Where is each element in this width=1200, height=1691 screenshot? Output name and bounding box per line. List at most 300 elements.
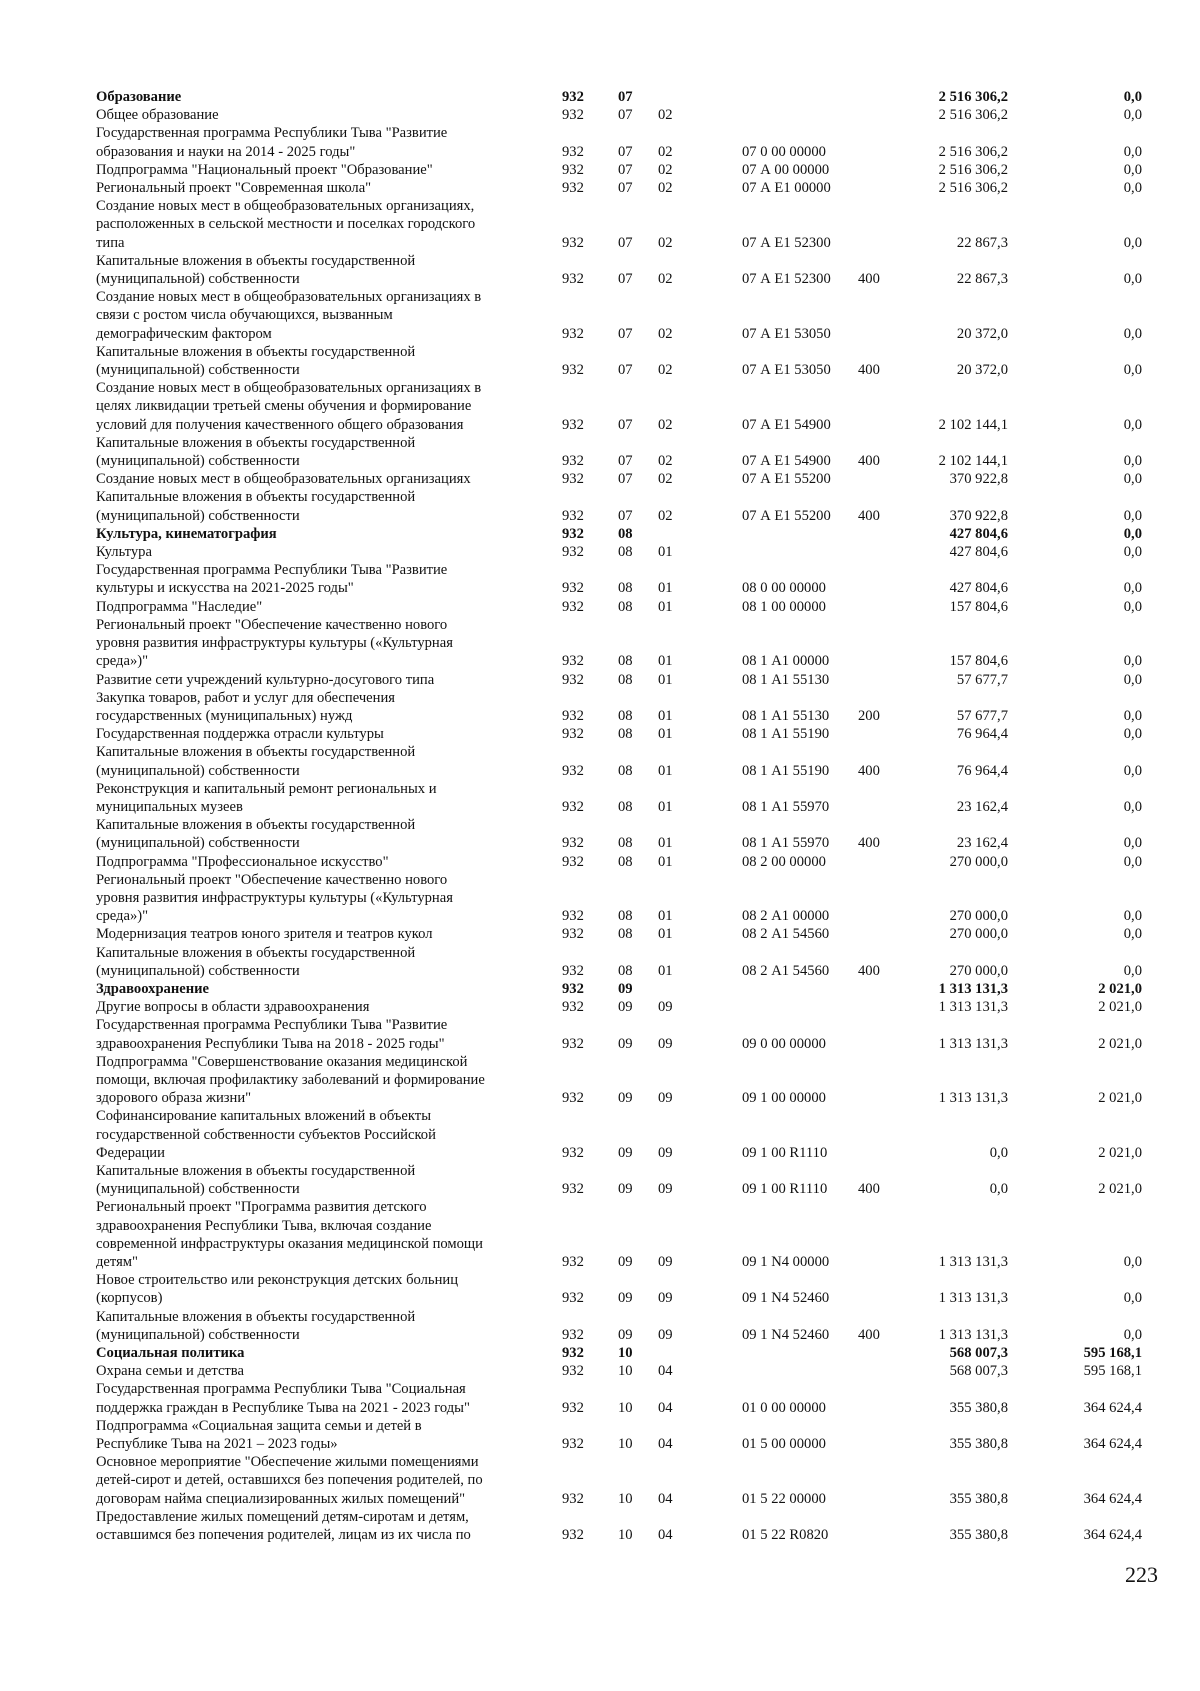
ved-code: 932 bbox=[562, 835, 584, 852]
ved-code: 932 bbox=[562, 1345, 584, 1362]
target-article-code bbox=[742, 525, 858, 543]
amount-year-2: 0,0 bbox=[1123, 908, 1142, 925]
row-name: Модернизация театров юного зрителя и театров кукол bbox=[96, 926, 433, 943]
amount-year-2: 0,0 bbox=[1123, 471, 1142, 488]
row-name: Основное мероприятие "Обеспечение жилыми помещениями детей-сирот и детей, оставшихся без попечения родителей, по договорам найма специализированных жилых помещений" bbox=[96, 1454, 483, 1507]
table-row bbox=[96, 88, 1176, 106]
row-name: Капитальные вложения в объекты государственной (муниципальной) собственности bbox=[96, 434, 416, 470]
amount-year-2: 0,0 bbox=[1123, 416, 1142, 433]
amount-year-2: 0,0 bbox=[1123, 89, 1142, 105]
subsection-code: 02 bbox=[658, 325, 673, 342]
target-article-code bbox=[742, 106, 858, 124]
table-row bbox=[96, 980, 1176, 998]
section-code: 07 bbox=[618, 416, 633, 433]
target-article-code: 09 1 00 R1110 bbox=[742, 1144, 828, 1161]
amount-year-1: 370 922,8 bbox=[949, 471, 1008, 488]
target-article-code: 08 2 А1 54560 bbox=[742, 962, 830, 979]
row-name: Создание новых мест в общеобразовательных организациях, расположенных в сельской местности и поселках городского типа bbox=[96, 198, 476, 251]
table-row bbox=[96, 743, 1176, 779]
expense-type-code bbox=[858, 616, 918, 671]
subsection-code: 09 bbox=[658, 1254, 673, 1270]
target-article-code: 07 А Е1 00000 bbox=[742, 180, 831, 197]
target-article-code: 07 0 00 00000 bbox=[742, 143, 826, 160]
expense-type-code bbox=[858, 980, 918, 998]
amount-year-2: 0,0 bbox=[1123, 671, 1142, 688]
expense-type-code bbox=[858, 1107, 918, 1162]
expense-type-code bbox=[858, 1053, 918, 1108]
target-article-code: 08 2 А1 00000 bbox=[742, 908, 830, 925]
target-article-code: 07 А Е1 55200 bbox=[742, 471, 831, 488]
table-row bbox=[96, 616, 1176, 671]
ved-code: 932 bbox=[562, 362, 584, 379]
amount-year-2: 595 168,1 bbox=[1083, 1363, 1142, 1380]
row-name: Капитальные вложения в объекты государственной (муниципальной) собственности bbox=[96, 1308, 416, 1343]
expense-type-code bbox=[858, 161, 918, 179]
amount-year-1: 57 677,7 bbox=[956, 671, 1008, 688]
ved-code: 932 bbox=[562, 325, 584, 342]
section-code: 08 bbox=[618, 926, 633, 943]
expense-type-code: 400 bbox=[858, 1181, 880, 1198]
target-article-code bbox=[742, 1362, 858, 1380]
ved-code: 932 bbox=[562, 598, 584, 615]
amount-year-1: 1 313 131,3 bbox=[938, 980, 1008, 997]
section-code: 10 bbox=[618, 1345, 633, 1362]
table-row bbox=[96, 689, 1176, 725]
amount-year-2: 0,0 bbox=[1123, 507, 1142, 524]
subsection-code bbox=[658, 980, 742, 998]
target-article-code bbox=[742, 980, 858, 998]
amount-year-1: 270 000,0 bbox=[949, 853, 1008, 870]
target-article-code: 08 1 А1 55130 bbox=[742, 707, 830, 724]
row-name: Региональный проект "Обеспечение качественно нового уровня развития инфраструктуры культуры («Культурная среда»)" bbox=[96, 871, 453, 925]
page-number: 223 bbox=[1125, 1562, 1158, 1587]
row-name: Создание новых мест в общеобразовательных организациях bbox=[96, 471, 471, 488]
target-article-code: 09 1 N4 52460 bbox=[742, 1326, 830, 1343]
target-article-code: 07 А Е1 53050 bbox=[742, 362, 831, 379]
subsection-code: 09 bbox=[658, 999, 673, 1016]
section-code: 09 bbox=[618, 1290, 633, 1307]
row-name: Государственная программа Республики Тыва "Развитие здравоохранения Республики Тыва на 2018 - 2025 годы" bbox=[96, 1017, 448, 1052]
table-row bbox=[96, 853, 1176, 871]
amount-year-2: 0,0 bbox=[1123, 798, 1142, 815]
table-row bbox=[96, 179, 1176, 197]
expense-type-code: 400 bbox=[858, 1326, 880, 1343]
target-article-code bbox=[742, 543, 858, 561]
subsection-code: 04 bbox=[658, 1490, 673, 1507]
amount-year-2: 0,0 bbox=[1123, 726, 1142, 743]
amount-year-1: 0,0 bbox=[989, 1144, 1008, 1161]
row-name: Закупка товаров, работ и услуг для обеспечения государственных (муниципальных) нужд bbox=[96, 689, 395, 724]
ved-code: 932 bbox=[562, 1254, 584, 1270]
amount-year-1: 270 000,0 bbox=[949, 908, 1008, 925]
expense-type-code bbox=[858, 561, 918, 597]
expense-type-code bbox=[858, 1198, 918, 1271]
table-row bbox=[96, 161, 1176, 179]
target-article-code bbox=[742, 88, 858, 106]
section-code: 07 bbox=[618, 362, 633, 379]
amount-year-1: 355 380,8 bbox=[949, 1399, 1008, 1416]
expense-type-code: 400 bbox=[858, 507, 880, 524]
ved-code: 932 bbox=[562, 853, 584, 870]
target-article-code: 07 А Е1 55200 bbox=[742, 507, 831, 524]
expense-type-code: 400 bbox=[858, 362, 880, 379]
amount-year-2: 0,0 bbox=[1123, 762, 1142, 779]
subsection-code: 09 bbox=[658, 1290, 673, 1307]
section-code: 08 bbox=[618, 598, 633, 615]
expense-type-code bbox=[858, 124, 918, 160]
table-row bbox=[96, 1453, 1176, 1508]
subsection-code bbox=[658, 525, 742, 543]
amount-year-2: 2 021,0 bbox=[1098, 1090, 1142, 1107]
row-name: Охрана семьи и детства bbox=[96, 1363, 244, 1380]
amount-year-2: 0,0 bbox=[1123, 143, 1142, 160]
row-name: Подпрограмма "Наследие" bbox=[96, 598, 263, 615]
amount-year-1: 23 162,4 bbox=[956, 835, 1008, 852]
target-article-code bbox=[742, 1344, 858, 1362]
section-code: 08 bbox=[618, 835, 633, 852]
section-code: 08 bbox=[618, 908, 633, 925]
target-article-code bbox=[742, 998, 858, 1016]
section-code: 07 bbox=[618, 143, 633, 160]
amount-year-2: 2 021,0 bbox=[1098, 999, 1142, 1016]
section-code: 07 bbox=[618, 471, 633, 488]
table-row bbox=[96, 488, 1176, 524]
subsection-code: 02 bbox=[658, 234, 673, 251]
amount-year-1: 270 000,0 bbox=[949, 926, 1008, 943]
row-name: Капитальные вложения в объекты государственной (муниципальной) собственности bbox=[96, 252, 416, 288]
section-code: 07 bbox=[618, 107, 633, 124]
section-code: 07 bbox=[618, 89, 633, 105]
subsection-code: 01 bbox=[658, 798, 673, 815]
target-article-code: 09 1 00 R1110 bbox=[742, 1181, 828, 1198]
amount-year-2: 0,0 bbox=[1123, 180, 1142, 197]
amount-year-1: 57 677,7 bbox=[956, 707, 1008, 724]
amount-year-1: 2 102 144,1 bbox=[938, 416, 1008, 433]
amount-year-2: 0,0 bbox=[1123, 234, 1142, 251]
table-row bbox=[96, 106, 1176, 124]
amount-year-1: 22 867,3 bbox=[956, 234, 1008, 251]
section-code: 08 bbox=[618, 671, 633, 688]
amount-year-2: 0,0 bbox=[1123, 271, 1142, 288]
subsection-code: 09 bbox=[658, 1144, 673, 1161]
row-name: Подпрограмма «Социальная защита семьи и детей в Республике Тыва на 2021 – 2023 годы» bbox=[96, 1417, 422, 1453]
amount-year-2: 364 624,4 bbox=[1083, 1399, 1142, 1416]
table-row bbox=[96, 1308, 1176, 1344]
ved-code: 932 bbox=[562, 1527, 584, 1544]
expense-type-code: 400 bbox=[858, 453, 880, 470]
table-row bbox=[96, 725, 1176, 743]
ved-code: 932 bbox=[562, 544, 584, 561]
amount-year-2: 2 021,0 bbox=[1098, 980, 1142, 997]
ved-code: 932 bbox=[562, 143, 584, 160]
amount-year-2: 0,0 bbox=[1123, 1326, 1142, 1343]
ved-code: 932 bbox=[562, 926, 584, 943]
expense-type-code bbox=[858, 780, 918, 816]
subsection-code: 01 bbox=[658, 671, 673, 688]
row-name: Развитие сети учреждений культурно-досугового типа bbox=[96, 671, 435, 688]
row-name: Подпрограмма "Профессиональное искусство" bbox=[96, 853, 389, 870]
ved-code: 932 bbox=[562, 980, 584, 997]
table-row bbox=[96, 197, 1176, 252]
expense-type-code: 400 bbox=[858, 835, 880, 852]
expense-type-code bbox=[858, 525, 918, 543]
amount-year-1: 355 380,8 bbox=[949, 1436, 1008, 1453]
target-article-code: 07 А Е1 53050 bbox=[742, 325, 831, 342]
ved-code: 932 bbox=[562, 161, 584, 178]
row-name: Общее образование bbox=[96, 107, 219, 124]
expense-type-code bbox=[858, 1362, 918, 1380]
amount-year-2: 0,0 bbox=[1123, 325, 1142, 342]
section-code: 08 bbox=[618, 525, 633, 542]
expense-type-code bbox=[858, 1271, 918, 1307]
table-row bbox=[96, 470, 1176, 488]
ved-code: 932 bbox=[562, 107, 584, 124]
section-code: 08 bbox=[618, 962, 633, 979]
subsection-code: 02 bbox=[658, 143, 673, 160]
row-name: Культура bbox=[96, 544, 152, 561]
table-row bbox=[96, 252, 1176, 288]
row-name: Капитальные вложения в объекты государственной (муниципальной) собственности bbox=[96, 343, 416, 379]
ved-code: 932 bbox=[562, 453, 584, 470]
target-article-code: 08 1 А1 55970 bbox=[742, 798, 830, 815]
row-name: Софинансирование капитальных вложений в объекты государственной собственности субъектов Российской Федерации bbox=[96, 1108, 436, 1161]
amount-year-2: 0,0 bbox=[1123, 707, 1142, 724]
subsection-code: 02 bbox=[658, 161, 673, 178]
subsection-code: 01 bbox=[658, 580, 673, 597]
target-article-code: 08 0 00 00000 bbox=[742, 580, 826, 597]
amount-year-1: 20 372,0 bbox=[956, 362, 1008, 379]
expense-type-code bbox=[858, 1508, 918, 1544]
amount-year-1: 2 516 306,2 bbox=[938, 89, 1008, 105]
subsection-code: 04 bbox=[658, 1399, 673, 1416]
table-row bbox=[96, 1380, 1176, 1416]
expense-type-code bbox=[858, 598, 918, 616]
expense-type-code: 200 bbox=[858, 707, 880, 724]
row-name: Новое строительство или реконструкция детских больниц (корпусов) bbox=[96, 1272, 459, 1307]
ved-code: 932 bbox=[562, 671, 584, 688]
amount-year-1: 1 313 131,3 bbox=[938, 1035, 1008, 1052]
amount-year-1: 2 516 306,2 bbox=[938, 107, 1008, 124]
section-code: 09 bbox=[618, 980, 633, 997]
expense-type-code bbox=[858, 1344, 918, 1362]
expense-type-code bbox=[858, 179, 918, 197]
amount-year-2: 364 624,4 bbox=[1083, 1436, 1142, 1453]
amount-year-1: 2 516 306,2 bbox=[938, 161, 1008, 178]
amount-year-1: 22 867,3 bbox=[956, 271, 1008, 288]
ved-code: 932 bbox=[562, 1363, 584, 1380]
table-row bbox=[96, 1344, 1176, 1362]
table-row bbox=[96, 671, 1176, 689]
section-code: 09 bbox=[618, 1090, 633, 1107]
amount-year-2: 0,0 bbox=[1123, 161, 1142, 178]
ved-code: 932 bbox=[562, 798, 584, 815]
amount-year-2: 0,0 bbox=[1123, 1254, 1142, 1270]
amount-year-2: 364 624,4 bbox=[1083, 1490, 1142, 1507]
row-name: Региональный проект "Обеспечение качественно нового уровня развития инфраструктуры культуры («Культурная среда»)" bbox=[96, 616, 453, 670]
amount-year-2: 0,0 bbox=[1123, 598, 1142, 615]
expense-type-code bbox=[858, 1016, 918, 1052]
target-article-code: 08 2 00 00000 bbox=[742, 853, 826, 870]
amount-year-2: 0,0 bbox=[1123, 107, 1142, 124]
row-name: Государственная программа Республики Тыва "Социальная поддержка граждан в Республике Тыва на 2021 - 2023 годы" bbox=[96, 1381, 470, 1416]
section-code: 08 bbox=[618, 580, 633, 597]
subsection-code: 01 bbox=[658, 835, 673, 852]
subsection-code: 01 bbox=[658, 726, 673, 743]
target-article-code: 07 А Е1 52300 bbox=[742, 271, 831, 288]
subsection-code bbox=[658, 88, 742, 106]
subsection-code: 09 bbox=[658, 1181, 673, 1198]
ved-code: 932 bbox=[562, 1290, 584, 1307]
section-code: 08 bbox=[618, 762, 633, 779]
amount-year-1: 2 102 144,1 bbox=[938, 453, 1008, 470]
amount-year-1: 427 804,6 bbox=[949, 525, 1008, 542]
amount-year-2: 0,0 bbox=[1123, 453, 1142, 470]
target-article-code: 01 5 22 00000 bbox=[742, 1490, 826, 1507]
target-article-code: 07 А Е1 54900 bbox=[742, 416, 831, 433]
row-name: Реконструкция и капитальный ремонт региональных и муниципальных музеев bbox=[96, 780, 437, 815]
amount-year-1: 157 804,6 bbox=[949, 653, 1008, 670]
section-code: 09 bbox=[618, 1035, 633, 1052]
subsection-code: 01 bbox=[658, 962, 673, 979]
amount-year-2: 0,0 bbox=[1123, 544, 1142, 561]
target-article-code: 08 1 00 00000 bbox=[742, 598, 826, 615]
expense-type-code bbox=[858, 470, 918, 488]
amount-year-2: 0,0 bbox=[1123, 362, 1142, 379]
expense-type-code bbox=[858, 1453, 918, 1508]
target-article-code: 08 1 А1 55190 bbox=[742, 762, 830, 779]
amount-year-1: 355 380,8 bbox=[949, 1527, 1008, 1544]
ved-code: 932 bbox=[562, 1490, 584, 1507]
target-article-code: 08 1 А1 00000 bbox=[742, 653, 830, 670]
table-row bbox=[96, 1107, 1176, 1162]
section-code: 07 bbox=[618, 453, 633, 470]
subsection-code: 01 bbox=[658, 653, 673, 670]
amount-year-1: 1 313 131,3 bbox=[938, 1290, 1008, 1307]
table-row bbox=[96, 288, 1176, 343]
target-article-code: 08 1 А1 55970 bbox=[742, 835, 830, 852]
amount-year-2: 0,0 bbox=[1123, 580, 1142, 597]
section-code: 10 bbox=[618, 1527, 633, 1544]
subsection-code: 02 bbox=[658, 271, 673, 288]
target-article-code: 08 2 А1 54560 bbox=[742, 926, 830, 943]
amount-year-1: 76 964,4 bbox=[956, 762, 1008, 779]
subsection-code: 02 bbox=[658, 180, 673, 197]
target-article-code: 07 А Е1 52300 bbox=[742, 234, 831, 251]
ved-code: 932 bbox=[562, 707, 584, 724]
amount-year-1: 76 964,4 bbox=[956, 726, 1008, 743]
ved-code: 932 bbox=[562, 1144, 584, 1161]
amount-year-1: 1 313 131,3 bbox=[938, 1254, 1008, 1270]
table-row bbox=[96, 343, 1176, 379]
expense-type-code bbox=[858, 925, 918, 943]
amount-year-2: 595 168,1 bbox=[1083, 1345, 1142, 1362]
subsection-code: 04 bbox=[658, 1436, 673, 1453]
table-row bbox=[96, 1362, 1176, 1380]
budget-rows bbox=[96, 88, 1176, 1544]
section-code: 08 bbox=[618, 798, 633, 815]
section-code: 08 bbox=[618, 853, 633, 870]
section-code: 08 bbox=[618, 726, 633, 743]
table-row bbox=[96, 434, 1176, 470]
table-row bbox=[96, 1417, 1176, 1453]
amount-year-1: 20 372,0 bbox=[956, 325, 1008, 342]
ved-code: 932 bbox=[562, 1399, 584, 1416]
subsection-code: 04 bbox=[658, 1363, 673, 1380]
table-row bbox=[96, 561, 1176, 597]
expense-type-code: 400 bbox=[858, 962, 880, 979]
subsection-code: 02 bbox=[658, 362, 673, 379]
row-name: Капитальные вложения в объекты государственной (муниципальной) собственности bbox=[96, 817, 416, 852]
expense-type-code: 400 bbox=[858, 762, 880, 779]
ved-code: 932 bbox=[562, 507, 584, 524]
row-name: Предоставление жилых помещений детям-сиротам и детям, оставшимся без попечения родителей, лицам из их числа по bbox=[96, 1508, 471, 1544]
amount-year-1: 1 313 131,3 bbox=[938, 999, 1008, 1016]
expense-type-code: 400 bbox=[858, 271, 880, 288]
ved-code: 932 bbox=[562, 234, 584, 251]
table-row bbox=[96, 1162, 1176, 1198]
table-row bbox=[96, 816, 1176, 852]
expense-type-code bbox=[858, 88, 918, 106]
row-name: Подпрограмма "Национальный проект "Образование" bbox=[96, 161, 433, 178]
row-name: Капитальные вложения в объекты государственной (муниципальной) собственности bbox=[96, 1162, 416, 1198]
section-code: 10 bbox=[618, 1490, 633, 1507]
subsection-code: 09 bbox=[658, 1326, 673, 1343]
amount-year-2: 0,0 bbox=[1123, 653, 1142, 670]
subsection-code: 01 bbox=[658, 908, 673, 925]
row-name: Культура, кинематография bbox=[96, 525, 277, 542]
row-name: Создание новых мест в общеобразовательных организациях в целях ликвидации третьей смены обучения и формирование условий для получения качественного общего образования bbox=[96, 380, 482, 433]
amount-year-1: 568 007,3 bbox=[949, 1345, 1008, 1362]
target-article-code: 07 А Е1 54900 bbox=[742, 453, 831, 470]
amount-year-2: 2 021,0 bbox=[1098, 1144, 1142, 1161]
target-article-code: 01 0 00 00000 bbox=[742, 1399, 826, 1416]
section-code: 08 bbox=[618, 707, 633, 724]
target-article-code: 07 А 00 00000 bbox=[742, 161, 830, 178]
section-code: 09 bbox=[618, 999, 633, 1016]
section-code: 10 bbox=[618, 1363, 633, 1380]
section-code: 07 bbox=[618, 234, 633, 251]
amount-year-1: 1 313 131,3 bbox=[938, 1090, 1008, 1107]
table-row bbox=[96, 998, 1176, 1016]
table-row bbox=[96, 124, 1176, 160]
row-name: Государственная программа Республики Тыва "Развитие образования и науки на 2014 - 2025 годы" bbox=[96, 125, 448, 160]
section-code: 07 bbox=[618, 325, 633, 342]
subsection-code: 01 bbox=[658, 853, 673, 870]
amount-year-1: 427 804,6 bbox=[949, 580, 1008, 597]
expense-type-code bbox=[858, 1417, 918, 1453]
section-code: 09 bbox=[618, 1326, 633, 1343]
ved-code: 932 bbox=[562, 1035, 584, 1052]
amount-year-1: 1 313 131,3 bbox=[938, 1326, 1008, 1343]
amount-year-1: 2 516 306,2 bbox=[938, 180, 1008, 197]
table-row bbox=[96, 543, 1176, 561]
subsection-code: 09 bbox=[658, 1090, 673, 1107]
table-row bbox=[96, 871, 1176, 926]
amount-year-1: 270 000,0 bbox=[949, 962, 1008, 979]
subsection-code: 01 bbox=[658, 926, 673, 943]
row-name: Капитальные вложения в объекты государственной (муниципальной) собственности bbox=[96, 744, 416, 779]
target-article-code: 08 1 А1 55190 bbox=[742, 726, 830, 743]
budget-table bbox=[96, 88, 1176, 1544]
subsection-code: 04 bbox=[658, 1527, 673, 1544]
amount-year-1: 2 516 306,2 bbox=[938, 143, 1008, 160]
amount-year-2: 2 021,0 bbox=[1098, 1181, 1142, 1198]
target-article-code: 09 1 N4 52460 bbox=[742, 1290, 830, 1307]
ved-code: 932 bbox=[562, 1436, 584, 1453]
row-name: Здравоохранение bbox=[96, 980, 210, 997]
subsection-code: 01 bbox=[658, 707, 673, 724]
ved-code: 932 bbox=[562, 580, 584, 597]
